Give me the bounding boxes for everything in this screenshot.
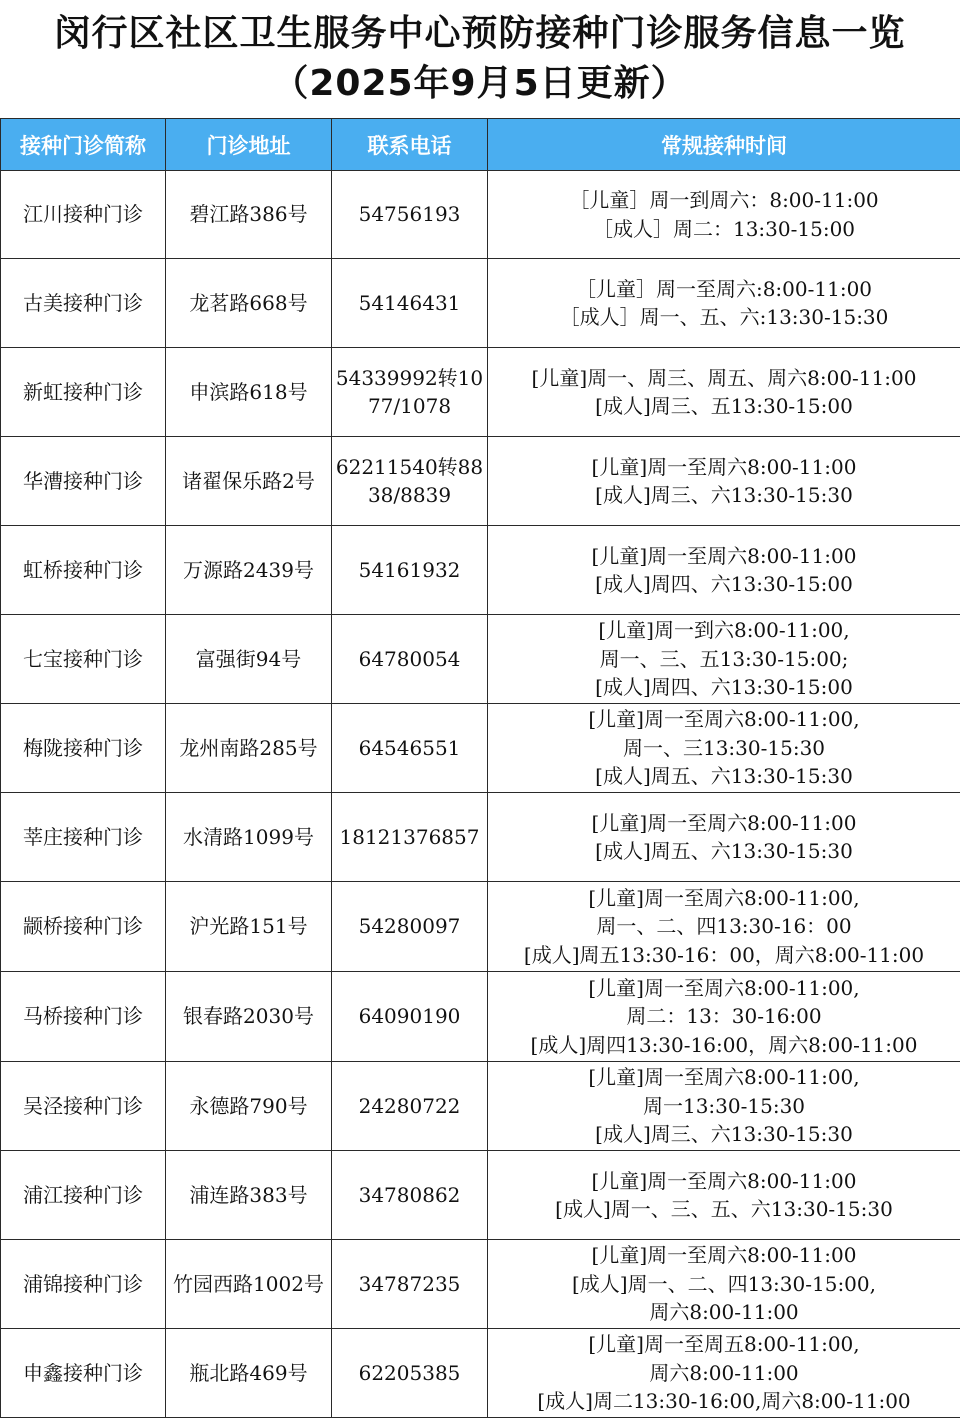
schedule-line: [成人]周一、二、四13:30-15:00, [572,1271,876,1296]
clinic-name: 新虹接种门诊 [1,348,166,437]
clinic-name: 马桥接种门诊 [1,972,166,1062]
header-phone: 联系电话 [332,119,488,171]
schedule-line: ［成人］周二：13:30-15:00 [592,216,856,241]
clinic-phone: 54339992转1077/1078 [332,348,488,437]
schedule-line: [成人]周五13:30-16：00，周六8:00-11:00 [523,942,925,967]
clinic-phone: 64090190 [332,972,488,1062]
clinic-schedule [488,171,960,259]
clinic-schedule [488,972,960,1062]
clinic-schedule [488,1329,960,1418]
table-row [1,972,960,1062]
clinic-phone: 64546551 [332,704,488,793]
schedule-line: [儿童]周一到六8:00-11:00, [598,618,850,643]
schedule-line: [成人]周四、六13:30-15:00 [595,675,853,700]
schedule-line: [成人]周四、六13:30-15:00 [595,572,853,596]
table-row [1,615,960,704]
header-address: 门诊地址 [166,119,332,171]
clinic-schedule [488,704,960,793]
clinic-address: 龙茗路668号 [166,259,332,348]
schedule-line: [成人]周二13:30-16:00,周六8:00-11:00 [537,1389,911,1414]
clinic-address: 瓶北路469号 [166,1329,332,1418]
clinic-schedule [488,1151,960,1240]
schedule-line: 周一、三、五13:30-15:00; [599,646,849,671]
clinic-address: 浦连路383号 [166,1151,332,1240]
clinic-phone: 54146431 [332,259,488,348]
clinic-name: 梅陇接种门诊 [1,704,166,793]
clinic-schedule [488,1062,960,1151]
clinic-phone: 34780862 [332,1151,488,1240]
schedule-line: [儿童]周一至周五8:00-11:00, [588,1332,860,1357]
schedule-line: [儿童]周一至周六8:00-11:00 [591,1168,857,1193]
clinic-schedule [488,437,960,526]
table-row [1,882,960,972]
clinic-name: 吴泾接种门诊 [1,1062,166,1151]
schedule-line: [成人]周四13:30-16:00，周六8:00-11:00 [530,1032,918,1057]
clinic-name: 浦锦接种门诊 [1,1240,166,1329]
header-schedule: 常规接种时间 [488,119,960,171]
table-row [1,348,960,437]
clinic-schedule [488,526,960,615]
table-row [1,171,960,259]
clinic-address: 永德路790号 [166,1062,332,1151]
schedule-line: ［儿童］周一到周六：8:00-11:00 [569,188,879,212]
clinic-schedule [488,793,960,882]
table-row [1,1240,960,1329]
clinic-name: 七宝接种门诊 [1,615,166,704]
schedule-line: [儿童]周一至周六8:00-11:00, [588,885,860,910]
clinic-name: 虹桥接种门诊 [1,526,166,615]
clinic-address: 银春路2030号 [166,972,332,1062]
clinic-phone: 54280097 [332,882,488,972]
table-row [1,1329,960,1418]
clinic-schedule [488,259,960,348]
schedule-line: [成人]周三、五13:30-15:00 [595,394,853,418]
clinic-phone: 62211540转8838/8839 [332,437,488,526]
schedule-line: [儿童]周一、周三、周五、周六8:00-11:00 [531,365,917,390]
clinic-table [0,118,960,1418]
clinic-address: 竹园西路1002号 [166,1240,332,1329]
clinic-name: 华漕接种门诊 [1,437,166,526]
schedule-line: [成人]周三、六13:30-15:30 [595,483,853,507]
schedule-line: [儿童]周一至周六8:00-11:00 [591,810,857,835]
header-clinic-name: 接种门诊简称 [1,119,166,171]
clinic-name: 浦江接种门诊 [1,1151,166,1240]
schedule-line: [成人]周三、六13:30-15:30 [595,1122,853,1147]
table-header-row [1,119,960,171]
schedule-line: [儿童]周一至周六8:00-11:00, [588,975,860,1000]
clinic-address: 碧江路386号 [166,171,332,259]
schedule-line: [儿童]周一至周六8:00-11:00 [591,454,857,479]
schedule-line: 周六8:00-11:00 [649,1360,799,1385]
title-line-1: 闵行区社区卫生服务中心预防接种门诊服务信息一览 [54,13,906,54]
clinic-name: 莘庄接种门诊 [1,793,166,882]
table-row [1,704,960,793]
clinic-phone: 24280722 [332,1062,488,1151]
table-body [1,171,960,1418]
clinic-address: 诸翟保乐路2号 [166,437,332,526]
clinic-address: 水清路1099号 [166,793,332,882]
schedule-line: 周六8:00-11:00 [649,1300,799,1325]
clinic-phone: 18121376857 [332,793,488,882]
table-row [1,526,960,615]
clinic-name: 江川接种门诊 [1,171,166,259]
clinic-name: 申鑫接种门诊 [1,1329,166,1418]
schedule-line: [儿童]周一至周六8:00-11:00 [591,1243,857,1268]
schedule-line: 周一、二、四13:30-16：00 [596,914,852,939]
clinic-name: 古美接种门诊 [1,259,166,348]
title-line-2: （2025年9月5日更新） [272,63,688,104]
schedule-line: [成人]周五、六13:30-15:30 [595,839,853,863]
clinic-address: 沪光路151号 [166,882,332,972]
schedule-line: 周一、三13:30-15:30 [622,735,826,760]
table-row [1,1062,960,1151]
schedule-line: [成人]周一、三、五、六13:30-15:30 [555,1197,893,1221]
clinic-phone: 64780054 [332,615,488,704]
schedule-line: 周二：13：30-16:00 [626,1004,822,1029]
clinic-address: 龙州南路285号 [166,704,332,793]
table-row [1,793,960,882]
table-row [1,1151,960,1240]
clinic-name: 颛桥接种门诊 [1,882,166,972]
clinic-phone: 62205385 [332,1329,488,1418]
schedule-line: [儿童]周一至周六8:00-11:00 [591,543,857,568]
table-row [1,259,960,348]
clinic-address: 申滨路618号 [166,348,332,437]
schedule-line: ［儿童］周一至周六:8:00-11:00 [575,276,873,301]
clinic-address: 富强街94号 [166,615,332,704]
schedule-line: ［成人］周一、五、六:13:30-15:30 [559,305,889,329]
clinic-phone: 34787235 [332,1240,488,1329]
clinic-address: 万源路2439号 [166,526,332,615]
schedule-line: [儿童]周一至周六8:00-11:00, [588,707,860,732]
clinic-schedule [488,615,960,704]
clinic-schedule [488,882,960,972]
schedule-line: 周一13:30-15:30 [642,1093,806,1118]
page-title [0,0,960,118]
clinic-phone: 54161932 [332,526,488,615]
clinic-phone: 54756193 [332,171,488,259]
table-row [1,437,960,526]
schedule-line: [成人]周五、六13:30-15:30 [595,764,853,789]
clinic-schedule [488,1240,960,1329]
schedule-line: [儿童]周一至周六8:00-11:00, [588,1065,860,1090]
clinic-schedule [488,348,960,437]
